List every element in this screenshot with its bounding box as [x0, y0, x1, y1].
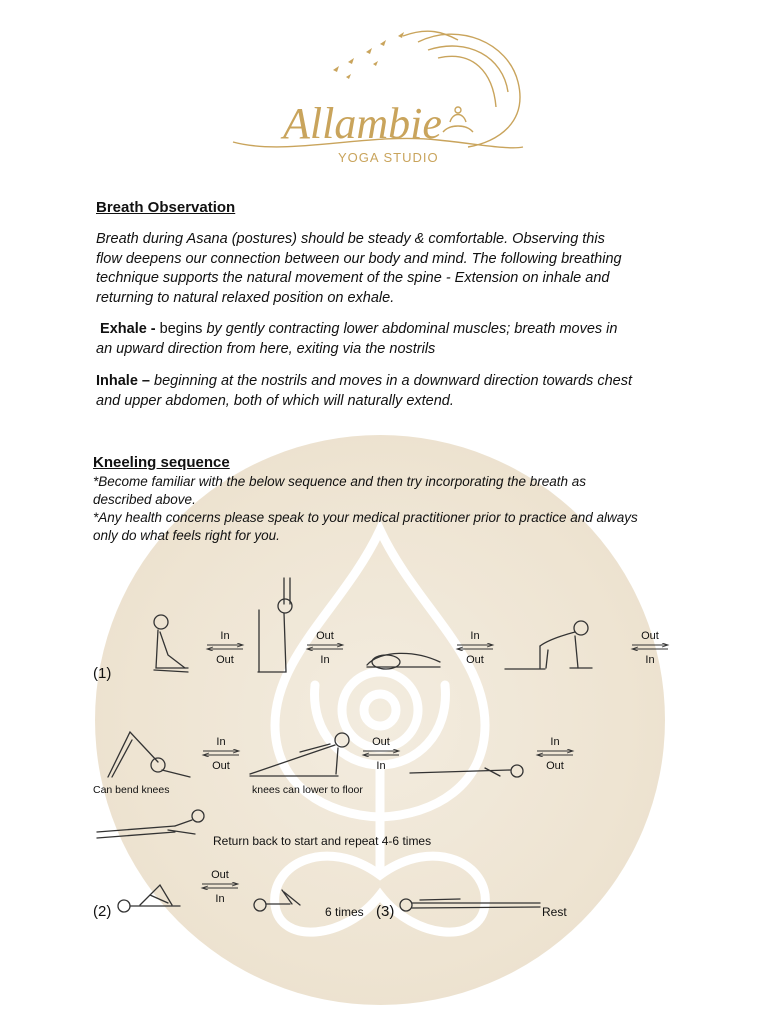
kneeling-note-line: *Become familiar with the below sequence and then try incorporating the breath as — [93, 474, 587, 489]
breath-arrow-5 — [201, 736, 241, 772]
arrow-bottom-label: In — [645, 654, 655, 666]
pose-savasana-icon — [400, 899, 540, 911]
pose-arms-up-icon — [258, 578, 292, 672]
arrow-top-label: In — [216, 736, 226, 748]
double-arrow-icon — [305, 643, 345, 651]
caption-bend-knees: Can bend knees — [93, 784, 170, 796]
double-arrow-icon — [205, 643, 245, 651]
sequence-number-3: (3) — [376, 903, 395, 920]
breath-intro-line: returning to natural relaxed position on exhale. — [96, 289, 395, 306]
double-arrow-icon — [200, 882, 240, 890]
arrow-top-label: In — [550, 736, 560, 748]
pose-plank-icon — [410, 765, 523, 777]
arrow-top-label: In — [470, 630, 480, 642]
pose-upward-dog-icon — [250, 733, 349, 776]
caption-knees-lower: knees can lower to floor — [252, 784, 363, 796]
breath-arrow-2 — [305, 630, 345, 666]
arrow-top-label: In — [220, 630, 230, 642]
sequence-number-1: (1) — [93, 665, 112, 682]
arrow-bottom-label: In — [376, 760, 386, 772]
arrow-top-label: Out — [211, 869, 229, 881]
double-arrow-icon — [535, 749, 575, 757]
exhale-word: begins — [159, 321, 203, 337]
double-arrow-icon — [201, 749, 241, 757]
rest-label: Rest — [542, 905, 567, 919]
breath-arrow-6 — [361, 736, 401, 772]
pose-table-icon — [505, 621, 592, 669]
breath-intro-line: technique supports the natural movement of the spine - Extension on inhale and — [96, 270, 610, 286]
breath-arrow-4 — [630, 630, 670, 666]
arrow-top-label: Out — [641, 630, 659, 642]
logo-sub: YOGA STUDIO — [338, 150, 439, 165]
kneeling-note-line: only do what feels right for you. — [93, 528, 280, 543]
pose-knees-to-chest-icon — [254, 890, 300, 911]
arrow-bottom-label: Out — [466, 654, 484, 666]
logo-brand: Allambie — [283, 99, 442, 148]
kneeling-note-line: described above. — [93, 492, 196, 507]
inhale-label: Inhale – — [96, 373, 150, 389]
pose-kneeling-icon — [154, 615, 188, 672]
inhale-text: beginning at the nostrils and moves in a downward direction towards chest — [154, 373, 632, 389]
kneeling-note-line: *Any health concerns please speak to your medical practitioner prior to practice and always — [93, 510, 638, 525]
pose-child-icon — [367, 653, 440, 669]
double-arrow-icon — [455, 643, 495, 651]
breath-arrow-7 — [535, 736, 575, 772]
arrow-top-label: Out — [372, 736, 390, 748]
pose-bridge-icon — [118, 885, 180, 912]
times-label: 6 times — [325, 905, 364, 919]
arrow-bottom-label: Out — [546, 760, 564, 772]
return-text: Return back to start and repeat 4-6 times — [213, 834, 432, 848]
breath-intro-line: Breath during Asana (postures) should be steady & comfortable. Observing this — [96, 231, 605, 247]
pose-downward-dog-icon — [108, 732, 190, 777]
arrow-bottom-label: Out — [216, 654, 234, 666]
exhale-text: an upward direction from here, exiting via the nostrils — [96, 340, 436, 357]
double-arrow-icon — [361, 749, 401, 757]
breath-intro-line: flow deepens our connection between our body and mind. The following breathing — [96, 250, 622, 267]
arrow-bottom-label: Out — [212, 760, 230, 772]
breath-arrow-3 — [455, 630, 495, 666]
breath-arrow-1 — [205, 630, 245, 666]
inhale-text: and upper abdomen, both of which will naturally extend. — [96, 392, 454, 409]
double-arrow-icon — [630, 643, 670, 651]
exhale-text: by gently contracting lower abdominal muscles; breath moves in — [206, 321, 618, 337]
pose-prone-icon — [97, 810, 204, 838]
breath-heading: Breath Observation — [96, 199, 236, 216]
exhale-label: Exhale - — [100, 321, 156, 337]
arrow-bottom-label: In — [215, 893, 225, 905]
kneeling-heading: Kneeling sequence — [93, 454, 230, 471]
arrow-bottom-label: In — [320, 654, 330, 666]
sequence-number-2: (2) — [93, 903, 112, 920]
arrow-top-label: Out — [316, 630, 334, 642]
breath-arrow-8 — [200, 869, 240, 905]
